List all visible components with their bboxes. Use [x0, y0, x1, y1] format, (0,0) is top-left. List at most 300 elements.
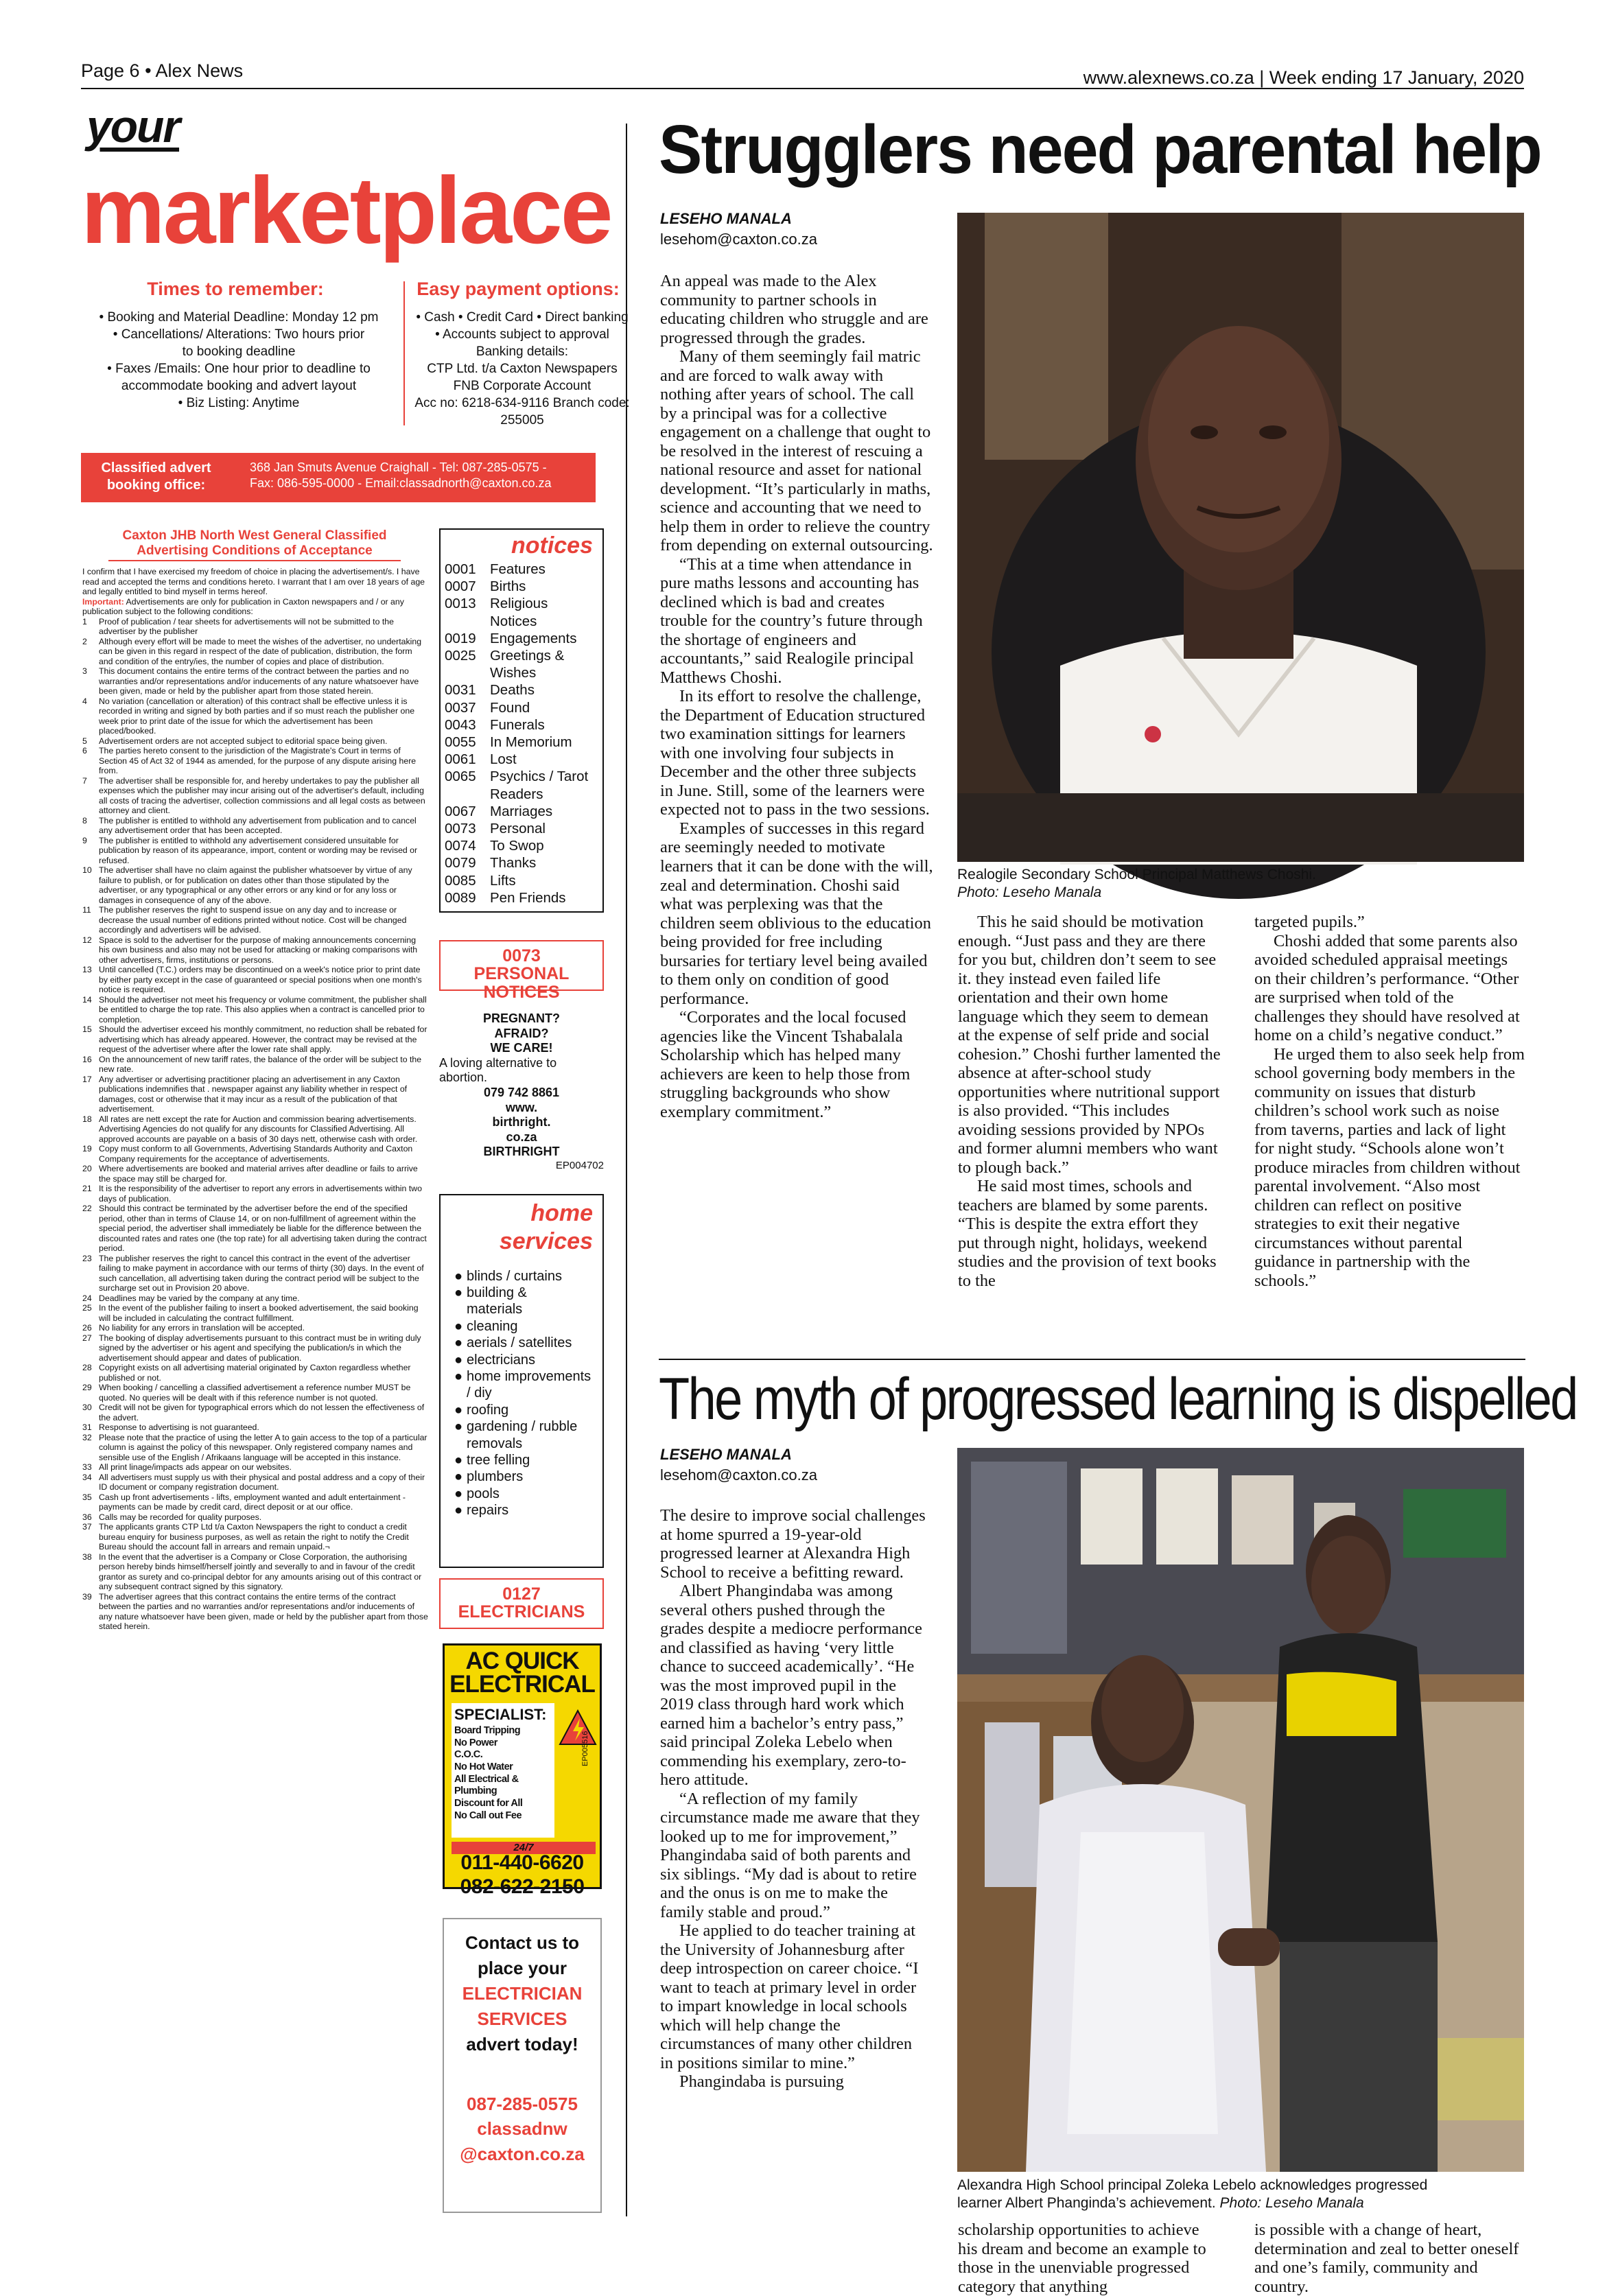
condition-item	[82, 1492, 428, 1512]
home-title: home	[530, 1200, 593, 1226]
condition-number: 14	[82, 994, 92, 1005]
condition-number: 18	[82, 1114, 92, 1124]
notice-code: 0019	[445, 630, 476, 646]
notice-label: Notices	[490, 613, 537, 629]
article1-photo	[957, 213, 1524, 862]
electricians-code: 0127	[502, 1584, 541, 1604]
bullet-icon: ●	[454, 1452, 463, 1468]
notice-label: Readers	[490, 786, 543, 802]
notice-code: 0065	[445, 769, 476, 785]
home-services-title	[441, 1199, 602, 1256]
condition-number: 17	[82, 1074, 92, 1084]
personal-code: 0073	[502, 946, 541, 965]
notice-item[interactable]	[445, 768, 602, 785]
contact-details	[444, 2092, 600, 2168]
notices-title: notices	[511, 532, 593, 559]
notice-code: 0007	[445, 578, 476, 595]
condition-text: When booking / cancelling a classified advertisement a reference number MUST be quoted. No queries will be dealt with if this reference number is not quoted.	[99, 1383, 411, 1403]
condition-text: The booking of display advertisements pursuant to this contract must be in writing duly signed by the advertiser or his agent and specifying the publication/s in which the advertisement should appear and dates of publication.	[99, 1333, 421, 1363]
info-line: • Faxes /Emails: One hour prior to deadline to	[107, 362, 371, 377]
ac-service: C.O.C.	[454, 1749, 483, 1761]
ad-line: A loving alternative to	[439, 1055, 557, 1070]
booking-office-bar	[81, 453, 596, 502]
notice-code: 0074	[445, 838, 476, 854]
notice-item[interactable]	[445, 647, 602, 664]
condition-text: This document contains the entire terms of the contract between the parties and no warranties and/or representations and/or inducements of any nature whatsoever have been given, made or held by the publisher apart from those stated herein.	[99, 666, 419, 696]
service-label: home improvements	[467, 1368, 591, 1384]
condition-text: Response to advertising is not guaranteed.	[99, 1422, 259, 1432]
notice-code: 0013	[445, 596, 476, 612]
notice-item[interactable]	[445, 613, 602, 630]
caption-text: learner Albert Phanginda’s achievement.	[957, 2195, 1220, 2212]
ac-quick-title	[445, 1650, 600, 1697]
ad-phone: 079 742 8861	[483, 1085, 560, 1099]
service-item[interactable]	[454, 1268, 602, 1285]
marketplace-info	[81, 273, 630, 432]
notice-item[interactable]	[445, 820, 602, 837]
condition-text: The publisher reserves the right to suspend issue on any day and to increase or decrease the usual number of editions printed without notice. Cost will be changed accordingly and advertisers will be advised.	[99, 905, 407, 935]
condition-item	[82, 1055, 428, 1075]
service-label: materials	[467, 1302, 523, 1317]
service-item[interactable]	[454, 1385, 602, 1401]
notice-item[interactable]	[445, 699, 602, 716]
paragraph: In its effort to resolve the challenge, the Department of Education structured two examination sittings for learners with one involving four subjects in December and the other three subjects in June. Still, some of the learners were expected not to pass in the two sessions.	[660, 687, 930, 819]
ad-line: WE CARE!	[490, 1041, 553, 1055]
info-line: • Booking and Material Deadline: Monday 12 pm	[99, 310, 379, 325]
condition-item	[82, 1403, 428, 1422]
condition-item	[82, 666, 428, 696]
service-item[interactable]	[454, 1502, 602, 1519]
notice-code	[445, 613, 490, 630]
contact-ad	[443, 1918, 602, 2213]
condition-text: Should the advertiser not meet his frequency or volume commitment, the publisher shall be entitled to charge the top rate. This also applies when a contract is cancelled prior to completion.	[99, 994, 427, 1024]
contact-line: advert today!	[466, 2033, 578, 2054]
condition-text: Copyright exists on all advertising material originated by Caxton regardless whether published or not.	[99, 1363, 411, 1383]
service-label: gardening / rubble	[467, 1419, 578, 1435]
condition-text: In the event that the advertiser is a Company or Close Corporation, the authorising person hereby binds himself/herself jointly and severally to and in favour of the credit grantor as surety and co-principal debtor for any amounts arising out of this contract or any subsequent contract signed by this signatory.	[99, 1551, 422, 1591]
condition-text: The publisher is entitled to withhold any advertisement considered unsuitable for publication by reason of its appearance, import, content or wording may be revised or refused.	[99, 835, 418, 865]
paragraph: Albert Phangindaba was among several others pushed through the grades despite a mediocre performance and classified as having ‘very little chance to succeed academically’. “He was the most improved pupil in the 2019 class through hard work which earned him a bachelor’s entry pass,” said principal Zoleka Lebelo when commending his exemplary, zero-to-hero attitude.	[660, 1582, 922, 1790]
notice-item[interactable]	[445, 854, 602, 871]
conditions-title-2: Advertising Conditions of Acceptance	[137, 543, 373, 558]
bullet-icon: ●	[454, 1469, 463, 1485]
condition-item	[82, 1522, 428, 1552]
bullet-icon: ●	[454, 1285, 463, 1300]
notice-code: 0061	[445, 751, 476, 768]
condition-item	[82, 995, 428, 1025]
ad-line: abortion.	[439, 1070, 488, 1085]
notice-item[interactable]	[445, 716, 602, 734]
article1-byline: LESEHO MANALA	[660, 210, 792, 227]
notice-label: Thanks	[490, 855, 537, 871]
condition-number: 30	[82, 1403, 92, 1412]
condition-item	[82, 617, 428, 637]
column-divider	[626, 124, 627, 2216]
condition-number: 32	[82, 1432, 92, 1442]
payment-heading: Easy payment options:	[417, 279, 620, 299]
condition-item	[82, 1114, 428, 1145]
notice-label: To Swop	[490, 838, 544, 854]
important-label: Important:	[82, 596, 124, 607]
ac-service: Discount for All	[454, 1798, 523, 1809]
notice-code: 0043	[445, 716, 476, 733]
condition-item	[82, 1363, 428, 1383]
photo-credit: Photo: Leseho Manala	[1219, 2195, 1364, 2212]
bullet-icon	[454, 1436, 467, 1452]
service-label: / diy	[467, 1385, 492, 1401]
contact-line: SERVICES	[477, 2008, 567, 2029]
service-item[interactable]	[454, 1452, 602, 1468]
info-line: to booking deadline	[182, 344, 296, 360]
condition-item	[82, 746, 428, 776]
notice-label: Personal	[490, 821, 546, 837]
condition-number: 8	[82, 815, 87, 825]
service-label: tree felling	[467, 1452, 530, 1468]
notice-label: Births	[490, 578, 526, 595]
service-item[interactable]	[454, 1352, 602, 1368]
condition-number: 27	[82, 1333, 92, 1343]
condition-number: 28	[82, 1363, 92, 1372]
article2-headline: The myth of progressed learning is dispelled	[659, 1366, 1577, 1432]
bullet-icon: ●	[454, 1318, 463, 1334]
notice-item[interactable]	[445, 751, 602, 768]
condition-text: The publisher is entitled to withhold any advertisement from publication and to cancel any advertisement order that has been accepted.	[99, 815, 417, 835]
condition-text: Although every effort will be made to meet the wishes of the advertiser, no undertaking can be given in this regard in respect of the date of publication, distribution, the form and condition of the entry/ies, the number of copies and place of distribution.	[99, 636, 422, 666]
contact-line: place your	[477, 1957, 567, 1978]
condition-item	[82, 1144, 428, 1164]
service-item[interactable]	[454, 1368, 602, 1385]
condition-item	[82, 935, 428, 965]
notice-label: In Memorium	[490, 734, 572, 751]
article2-caption	[957, 2177, 1524, 2213]
article1-column-2	[958, 913, 1223, 1290]
service-label: aerials / satellites	[467, 1335, 572, 1351]
condition-item	[82, 1303, 428, 1323]
notice-item[interactable]	[445, 872, 602, 889]
ad-line: co.za	[506, 1129, 537, 1144]
condition-item	[82, 1512, 428, 1523]
notice-label: Greetings &	[490, 648, 565, 664]
ac-title-1: AC QUICK	[465, 1648, 579, 1674]
notice-item[interactable]	[445, 561, 602, 578]
ac-services-list	[452, 1725, 554, 1823]
header-rule	[81, 88, 1524, 89]
ac-service: No Call out Fee	[454, 1809, 522, 1821]
condition-number: 6	[82, 746, 87, 755]
electricians-label: ELECTRICIANS	[458, 1602, 585, 1622]
paragraph: Choshi added that some parents also avoided scheduled appraisal meetings on their children’s performance. “Other are surprised when told of the challenges they should have resolved at home on a child’s negative conduct.”	[1254, 931, 1520, 1045]
times-heading: Times to remember:	[147, 279, 324, 299]
condition-text: On the announcement of new tariff rates, the balance of the order will be subject to the new rate.	[99, 1054, 422, 1074]
notice-label: Deaths	[490, 682, 535, 699]
condition-item	[82, 1433, 428, 1463]
service-item[interactable]	[454, 1285, 602, 1301]
condition-text: All advertisers must supply us with their physical and postal address and a copy of their ID document or company registration document.	[99, 1472, 425, 1492]
service-item[interactable]	[454, 1468, 602, 1485]
paragraph: Phangindaba is pursuing	[679, 2072, 844, 2092]
page-folio: Page 6 • Alex News	[81, 60, 244, 81]
condition-item	[82, 1024, 428, 1055]
condition-item	[82, 736, 428, 747]
condition-text: No variation (cancellation or alteration) of this contract shall be effective unless it is recorded in writing and signed by both parties and if so must reach the publisher one week prior to print date of the issue for which the advertisement has been placed/booked.	[99, 696, 415, 736]
condition-text: The advertiser agrees that this contract contains the entire terms of the contract between the parties and no warranties and/or representations and/or inducements of any nature whatsoever have been given, made or held by the publisher apart from those stated herein.	[99, 1591, 428, 1631]
condition-number: 34	[82, 1472, 92, 1482]
ad-line: www.	[505, 1100, 538, 1114]
condition-item	[82, 1552, 428, 1592]
home-services-box	[439, 1194, 604, 1568]
condition-number: 36	[82, 1512, 92, 1522]
notice-label: Engagements	[490, 630, 577, 646]
notice-item[interactable]	[445, 803, 602, 820]
notice-code: 0001	[445, 561, 476, 577]
condition-number: 29	[82, 1383, 92, 1392]
bullet-icon: ●	[454, 1419, 463, 1435]
paragraph: The desire to improve social challenges at home spurred a 19-year-old progressed learner at Alexandra High School to receive a befitting reward.	[660, 1506, 926, 1582]
condition-item	[82, 1592, 428, 1632]
condition-item	[82, 1473, 428, 1492]
ac-phone-1: 011-440-6620	[460, 1851, 584, 1874]
service-label: blinds / curtains	[467, 1268, 562, 1284]
bullet-icon: ●	[454, 1402, 463, 1418]
condition-text: It is the responsibility of the advertiser to report any errors in advertisements within two days of publication.	[99, 1184, 422, 1204]
condition-text: Space is sold to the advertiser for the purpose of making announcements concerning his own business and also may not be used for attacking or making comparisons with other advertisers, firms, institutions or persons.	[99, 935, 418, 965]
contact-line: Contact us to	[465, 1932, 580, 1953]
caption-text: Realogile Secondary School Principal Matthews Choshi.	[957, 867, 1316, 882]
ac-hours: 24/7	[452, 1842, 596, 1854]
notice-label: Found	[490, 699, 530, 716]
ad-line: PREGNANT?	[483, 1011, 560, 1025]
condition-item	[82, 637, 428, 667]
notice-item[interactable]	[445, 664, 602, 681]
ac-service: No Power	[454, 1737, 497, 1748]
condition-text: Proof of publication / tear sheets for advertisements will not be submitted to the advertiser by the publisher	[99, 616, 394, 636]
bullet-icon: ●	[454, 1352, 463, 1368]
ac-title-2: ELECTRICAL	[449, 1671, 595, 1698]
condition-number: 2	[82, 636, 87, 646]
notice-item[interactable]	[445, 837, 602, 854]
notice-code: 0037	[445, 699, 476, 716]
payment-list	[409, 309, 635, 430]
personal-notices-box	[439, 940, 604, 1002]
condition-number: 20	[82, 1164, 92, 1173]
website-date: www.alexnews.co.za | Week ending 17 January, 2020	[1083, 67, 1524, 88]
times-list	[81, 309, 397, 412]
notice-label: Lifts	[490, 872, 516, 889]
ad-line: AFRAID?	[494, 1026, 549, 1040]
info-line: • Biz Listing: Anytime	[178, 396, 300, 411]
booking-address: 368 Jan Smuts Avenue Craighall - Tel: 087-285-0575 -	[250, 460, 547, 474]
info-line: • Accounts subject to approval	[435, 327, 609, 342]
contact-phone: 087-285-0575	[467, 2093, 578, 2114]
condition-number: 10	[82, 865, 92, 875]
article1-column-3	[1254, 913, 1525, 1290]
notice-label: Marriages	[490, 803, 553, 819]
paragraph: An appeal was made to the Alex community to partner schools in educating children who struggle and are progressed through the grades.	[660, 272, 928, 347]
paragraph: Examples of successes in this regard are seemingly needed to motivate learners that it can be done with the will, zeal and determination. Choshi said what was perplexing was that the children seem oblivious to the education being provided for free including bursaries for tertiary level being availed to them only on condition of good performance.	[660, 819, 933, 1008]
condition-text: In the event of the publisher failing to insert a booked advertisement, the said booking will be included in calculating the contract fulfillment.	[99, 1303, 419, 1323]
condition-item	[82, 776, 428, 816]
condition-text: Should the advertiser exceed his monthly commitment, no reduction shall be rebated for advertising which has already appeared. However, the contract may be revised at the request of the advertiser where after the lower rate shall apply.	[99, 1024, 427, 1054]
notice-item[interactable]	[445, 889, 602, 906]
condition-text: The publisher reserves the right to cancel this contract in the event of the advertiser failing to make payment in accordance with our terms of thirty (30) days. In the event of such cancellation, all advertising taken during the contract period will be subject to the surcharge set out in Provision 20 above.	[99, 1253, 424, 1293]
service-label: plumbers	[467, 1469, 524, 1485]
bullet-icon: ●	[454, 1368, 463, 1384]
ac-specialist: SPECIALIST:	[454, 1706, 547, 1723]
conditions-list	[82, 617, 428, 1632]
condition-item	[82, 696, 428, 736]
condition-item	[82, 1254, 428, 1293]
condition-number: 25	[82, 1303, 92, 1313]
marketplace-your: your	[86, 101, 180, 152]
service-item[interactable]	[454, 1418, 602, 1435]
condition-text: Copy must conform to all Governments, Advertising Standards Authority and Caxton Company requirements for the acceptance of advertisements.	[99, 1144, 413, 1164]
paragraph: “A reflection of my family circumstance made me aware that they looked up to me for improvement,” Phangindaba said of both parents and six siblings. “My dad is about to retire and the onus is on me to make the family stable and proud.”	[660, 1789, 920, 1921]
notices-box	[439, 528, 604, 913]
article1-column-1	[660, 272, 933, 1121]
condition-item	[82, 1164, 428, 1184]
photo-credit: Photo: Leseho Manala	[957, 885, 1102, 901]
condition-item	[82, 1293, 428, 1304]
paragraph: “Corporates and the local focused agencies like the Vincent Tshabalala Scholarship which has helped many achievers are keen to help those from struggling backgrounds who show exemplary commitment.”	[660, 1008, 911, 1121]
conditions-intro: I confirm that I have exercised my freedom of choice in placing the advertisement/s. I have read and accepted the terms and conditions hereto. I warrant that I am over 18 years of age and legally entitled to bind myself in terms hereof.	[82, 567, 425, 596]
notice-item[interactable]	[445, 578, 602, 595]
paragraph: He applied to do teacher training at the University of Johannesburg after deep introspection on career choice. “I want to teach at primary level in order to impart knowledge in local schools which will help change the circumstances of many other children in positions similar to mine.”	[660, 1921, 919, 2072]
notice-code	[445, 664, 490, 681]
notice-item[interactable]	[445, 630, 602, 647]
notice-code: 0055	[445, 734, 476, 751]
condition-number: 9	[82, 835, 87, 845]
condition-number: 13	[82, 965, 92, 974]
contact-ad-text	[444, 1930, 600, 2057]
info-line: FNB Corporate Account	[453, 379, 591, 394]
service-item[interactable]	[454, 1436, 602, 1452]
notice-code: 0031	[445, 682, 476, 699]
condition-text: The applicants grants CTP Ltd t/a Caxton Newspapers the right to conduct a credit bureau enquiry for business purposes, as well as retain the right to notify the Credit Bureau should the account fall in arrears and remain unpaid.¬	[99, 1522, 409, 1551]
service-item[interactable]	[454, 1402, 602, 1418]
notice-code: 0073	[445, 821, 476, 837]
paragraph: “This at a time when attendance in pure maths lessons and accounting has declined which is bad and creates trouble for the country’s future through the shortage of engineers and accountants,” said Realogile principal Matthews Choshi.	[660, 554, 923, 687]
service-label: pools	[467, 1486, 500, 1501]
condition-number: 31	[82, 1422, 92, 1432]
condition-text: Advertisement orders are not accepted subject to editorial space being given.	[99, 736, 388, 746]
service-label: repairs	[467, 1503, 509, 1519]
ac-service: All Electrical & Plumbing	[454, 1773, 519, 1797]
service-item[interactable]	[454, 1486, 602, 1502]
bullet-icon: ●	[454, 1335, 463, 1351]
notice-item[interactable]	[445, 734, 602, 751]
condition-text: No liability for any errors in translation will be accepted.	[99, 1323, 305, 1333]
bullet-icon: ●	[454, 1503, 463, 1519]
notice-label: Lost	[490, 751, 517, 768]
birthright-ad	[439, 1011, 604, 1172]
info-line: Acc no: 6218-634-9116 Branch code: 255005	[414, 396, 630, 428]
condition-text: The advertiser shall be responsible for, and hereby undertakes to pay the publisher all expenses which the publisher may incur arising out of the advertiser's default, including all costs of tracing the advertiser, collection commissions and all legal costs as between attorney and client.	[99, 775, 425, 815]
ac-service: Board Tripping	[454, 1725, 521, 1736]
condition-number: 4	[82, 696, 87, 706]
condition-number: 5	[82, 736, 87, 746]
paragraph: targeted pupils.”	[1254, 913, 1365, 931]
ad-ref: EP004702	[555, 1159, 604, 1171]
article2-column-2	[958, 2221, 1223, 2296]
notice-code: 0089	[445, 889, 476, 906]
condition-item	[82, 1383, 428, 1403]
condition-number: 26	[82, 1323, 92, 1333]
bullet-icon: ●	[454, 1268, 463, 1284]
booking-label-2: booking office:	[106, 478, 206, 493]
condition-text: The advertiser shall have no claim against the publisher whatsoever by virtue of any failure to publish, or for publication on dates other than those stipulated by the advertiser, or any typographical or any other errors or any kind or for any loss or damages in consequence of any of the above.	[99, 865, 412, 905]
article2-column-1	[660, 1506, 926, 2092]
notice-item[interactable]	[445, 595, 602, 612]
personal-label: PERSONAL NOTICES	[473, 964, 570, 1002]
services-title: services	[499, 1228, 593, 1254]
home-services-list	[441, 1256, 602, 1519]
condition-number: 19	[82, 1144, 92, 1153]
condition-number: 35	[82, 1492, 92, 1502]
condition-number: 24	[82, 1293, 92, 1303]
article2-photo	[957, 1448, 1524, 2172]
condition-number: 22	[82, 1204, 92, 1213]
info-line: CTP Ltd. t/a Caxton Newspapers	[427, 362, 618, 377]
condition-item	[82, 865, 428, 905]
notice-label: Psychics / Tarot	[490, 769, 589, 785]
condition-item	[82, 1422, 428, 1433]
notice-code: 0067	[445, 803, 476, 819]
condition-item	[82, 836, 428, 866]
condition-text: All rates are nett except the rate for Auction and commission bearing advertisements. Advertising Agencies do not qualify for any discounts for Classified Advertising. All approved accounts are payable on a basis of 30 days nett, otherwise cash with order.	[99, 1114, 418, 1144]
ac-phones	[445, 1851, 600, 1899]
service-item[interactable]	[454, 1335, 602, 1351]
service-item[interactable]	[454, 1318, 602, 1335]
condition-text: Please note that the practice of using the letter A to gain access to the top of a particular column is against the policy of this newspaper. Only registered company names and sensible use of the English / Afrikaans language will be accepted in this instance.	[99, 1432, 427, 1462]
notice-item[interactable]	[445, 681, 602, 699]
paragraph: scholarship opportunities to achieve his dream and become an example to those in the unenviable progressed category that anything	[958, 2221, 1206, 2296]
electrical-hazard-icon	[559, 1709, 597, 1747]
service-item[interactable]	[454, 1301, 602, 1317]
condition-item	[82, 905, 428, 935]
condition-item	[82, 1075, 428, 1114]
article2-column-3	[1254, 2221, 1525, 2296]
condition-item	[82, 1462, 428, 1473]
condition-text: Should this contract be terminated by the advertiser before the end of the specified period, other than in terms of Clause 14, or on non-fulfillment of agreement within the special period, the advertiser shall immediately be liable for the difference between the discounted rates and rates one (the top rate) for all advertising taken during the contract period.	[99, 1204, 427, 1253]
condition-number: 21	[82, 1184, 92, 1193]
notice-code: 0085	[445, 872, 476, 889]
ad-line: birthright.	[492, 1115, 551, 1129]
important-text: Advertisements are only for publication in Caxton newspapers and / or any publication subject to the following conditions:	[82, 596, 404, 616]
notice-item[interactable]	[445, 786, 602, 803]
condition-text: Deadlines may be varied by the company at any time.	[99, 1293, 300, 1303]
info-line: • Cash • Credit Card • Direct banking	[416, 310, 629, 325]
bullet-icon: ●	[454, 1486, 463, 1501]
article2-email: lesehom@caxton.co.za	[660, 1466, 818, 1484]
condition-item	[82, 1184, 428, 1204]
service-label: roofing	[467, 1402, 509, 1418]
service-label: building &	[467, 1285, 527, 1300]
condition-number: 12	[82, 935, 92, 945]
notice-code: 0025	[445, 648, 476, 664]
info-line: accommodate booking and advert layout	[121, 379, 357, 394]
contact-email-2: @caxton.co.za	[460, 2144, 585, 2165]
notice-code: 0079	[445, 855, 476, 871]
info-divider	[403, 281, 405, 425]
ac-service: No Hot Water	[454, 1761, 513, 1773]
notice-label: Funerals	[490, 716, 545, 733]
condition-number: 1	[82, 616, 87, 626]
condition-text: Where advertisements are booked and material arrives after deadline or fails to arrive the space may still be charged for.	[99, 1164, 418, 1184]
condition-item	[82, 1333, 428, 1363]
service-label: removals	[467, 1436, 523, 1451]
conditions-title	[81, 528, 428, 561]
condition-text: All print linage/impacts ads appear on our websites.	[99, 1462, 292, 1472]
